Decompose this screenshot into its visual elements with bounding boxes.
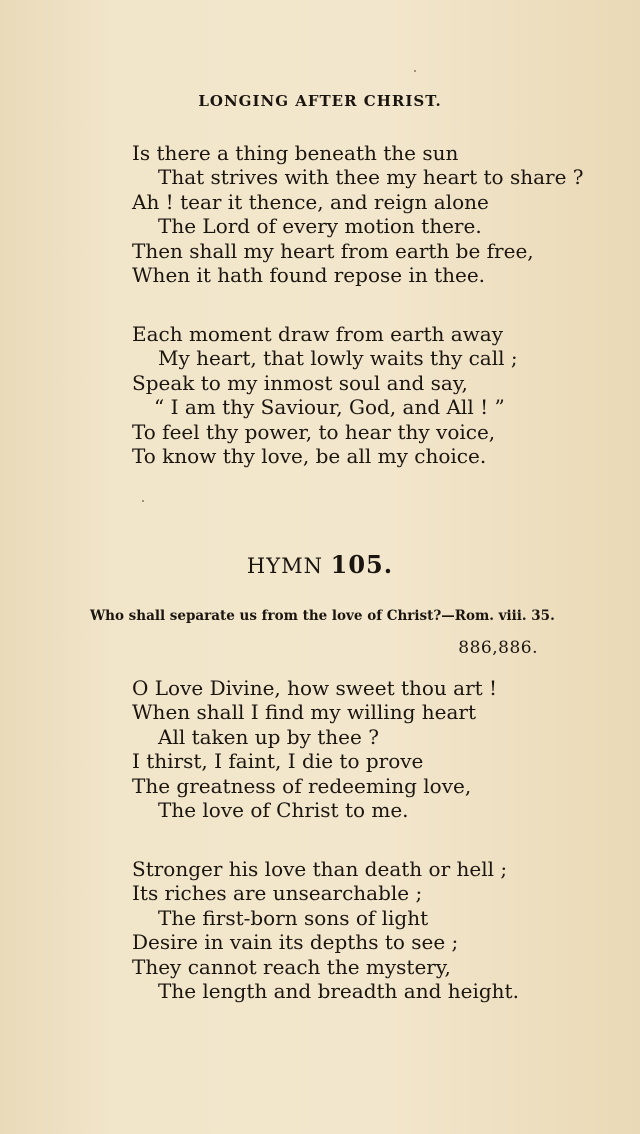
verse-line: When it hath found repose in thee. bbox=[132, 262, 486, 287]
hymn-epigraph: Who shall separate us from the love of Christ?—Rom. viii. 35. bbox=[90, 608, 555, 624]
verse-line: “ I am thy Saviour, God, and All ! ” bbox=[154, 395, 505, 420]
hymn-number: 105. bbox=[330, 550, 394, 579]
print-speck bbox=[142, 500, 144, 502]
print-speck bbox=[414, 70, 416, 72]
verse-line: Ah ! tear it thence, and reign alone bbox=[132, 189, 489, 214]
running-head: LONGING AFTER CHRIST. bbox=[198, 92, 442, 110]
stanza-2 bbox=[132, 322, 552, 468]
verse-line: Its riches are unsearchable ; bbox=[132, 881, 423, 906]
verse-line: I thirst, I faint, I die to prove bbox=[132, 749, 424, 774]
verse-line: Each moment draw from earth away bbox=[132, 322, 503, 346]
verse-line: To feel thy power, to hear thy voice, bbox=[132, 419, 496, 444]
verse-line: The Lord of every motion there. bbox=[158, 214, 482, 239]
stanza-3 bbox=[132, 676, 552, 822]
verse-line: When shall I find my willing heart bbox=[132, 700, 476, 725]
verse-line: They cannot reach the mystery, bbox=[132, 954, 451, 979]
verse-line: Desire in vain its depths to see ; bbox=[132, 930, 459, 955]
hymn-label: HYMN bbox=[246, 554, 323, 578]
verse-line: The length and breadth and height. bbox=[158, 978, 519, 1003]
verse-line: Stronger his love than death or hell ; bbox=[132, 857, 508, 881]
verse-line: Speak to my inmost soul and say, bbox=[132, 370, 468, 395]
hymn-title bbox=[0, 550, 640, 579]
verse-line: The love of Christ to me. bbox=[158, 797, 409, 822]
verse-line: My heart, that lowly waits thy call ; bbox=[158, 346, 518, 371]
verse-line: The greatness of redeeming love, bbox=[132, 773, 472, 798]
stanza-4 bbox=[132, 857, 552, 1003]
verse-line: Is there a thing beneath the sun bbox=[132, 141, 459, 165]
verse-line: O Love Divine, how sweet thou art ! bbox=[132, 676, 498, 700]
verse-line: All taken up by thee ? bbox=[158, 724, 379, 749]
verse-line: To know thy love, be all my choice. bbox=[132, 443, 487, 468]
stanza-1 bbox=[132, 141, 584, 287]
verse-line: The first-born sons of light bbox=[158, 905, 429, 930]
verse-line: Then shall my heart from earth be free, bbox=[132, 238, 534, 263]
verse-line: That strives with thee my heart to share ? bbox=[158, 165, 584, 190]
hymn-meter: 886,886. bbox=[458, 638, 538, 658]
